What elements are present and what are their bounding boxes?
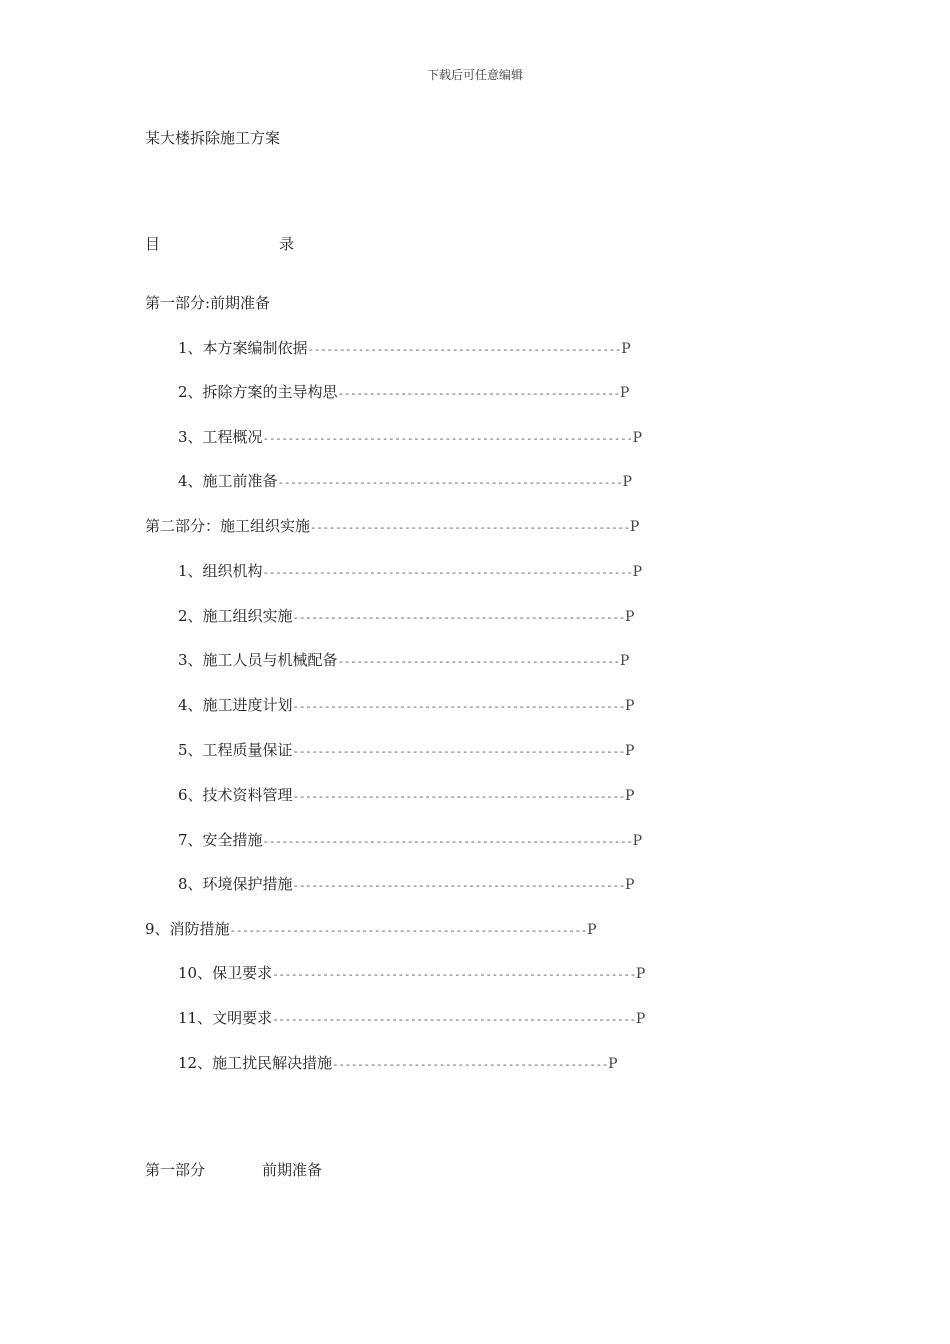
toc-leader: ----------------------------------------------------- xyxy=(292,700,625,713)
toc-entry-2-12[interactable] xyxy=(178,1053,618,1073)
toc-leader: --------------------------------------------------- xyxy=(310,521,630,534)
toc-page: P xyxy=(629,519,640,535)
toc-leader: ------------------------------------------------------- xyxy=(277,476,623,489)
header-note: 下载后可任意编辑 xyxy=(426,68,523,82)
toc-leader: ----------------------------------------------------------- xyxy=(262,432,633,445)
toc-page: P xyxy=(625,698,635,714)
toc-entry-text: 12、施工扰民解决措施 xyxy=(178,1054,333,1072)
toc-entry-text: 9、消防措施 xyxy=(145,920,230,938)
section-title-name: 前期准备 xyxy=(262,1161,323,1179)
toc-entry-text: 第一部分:前期准备 xyxy=(145,294,271,312)
toc-part-1[interactable] xyxy=(145,293,270,313)
toc-entry-text: 4、施工进度计划 xyxy=(178,696,293,714)
toc-entry-text: 5、工程质量保证 xyxy=(178,741,293,759)
toc-entry-text: 7、安全措施 xyxy=(178,831,263,849)
toc-entry-text: 第二部分：施工组织实施 xyxy=(145,517,311,535)
toc-leader: ----------------------------------------------------- xyxy=(292,611,625,624)
toc-entry-2-2[interactable] xyxy=(178,606,634,626)
toc-entry-text: 2、拆除方案的主导构思 xyxy=(178,383,338,401)
toc-entry-2-3[interactable] xyxy=(178,650,629,670)
toc-entry-2-1[interactable] xyxy=(178,561,642,581)
toc-entry-text: 1、本方案编制依据 xyxy=(178,339,308,357)
toc-page: P xyxy=(625,609,635,625)
toc-page: P xyxy=(632,833,643,849)
section-title-part: 第一部分 xyxy=(145,1161,206,1179)
toc-entry-2-11[interactable] xyxy=(178,1008,645,1028)
toc-page: P xyxy=(625,743,635,759)
toc-entry-text: 3、施工人员与机械配备 xyxy=(178,651,338,669)
toc-entry-text: 8、环境保护措施 xyxy=(178,875,293,893)
toc-leader: ----------------------------------------------------- xyxy=(292,879,625,892)
toc-page: P xyxy=(608,1056,618,1072)
toc-leader: --------------------------------------------------------- xyxy=(229,924,588,937)
toc-leader: --------------------------------------------- xyxy=(337,655,620,668)
toc-leader: -------------------------------------------------- xyxy=(307,343,622,356)
toc-leader: ---------------------------------------------------------- xyxy=(272,1013,636,1026)
toc-entry-1-2[interactable] xyxy=(178,382,629,402)
toc-entry-text: 2、施工组织实施 xyxy=(178,607,293,625)
toc-leader: --------------------------------------------- xyxy=(337,387,620,400)
toc-entry-text: 4、施工前准备 xyxy=(178,472,278,490)
toc-heading-char-1: 目 xyxy=(145,235,161,253)
toc-entry-2-7[interactable] xyxy=(178,830,642,850)
toc-entry-2-6[interactable] xyxy=(178,785,634,805)
toc-leader: ----------------------------------------------------------- xyxy=(262,566,633,579)
toc-entry-1-3[interactable] xyxy=(178,427,642,447)
toc-entry-text: 3、工程概况 xyxy=(178,428,263,446)
toc-leader: ----------------------------------------------------------- xyxy=(262,835,633,848)
toc-entry-text: 6、技术资料管理 xyxy=(178,786,293,804)
toc-page: P xyxy=(619,385,630,401)
document-title: 某大楼拆除施工方案 xyxy=(145,129,281,147)
toc-page: P xyxy=(632,564,643,580)
toc-page: P xyxy=(587,922,597,938)
toc-heading-char-2: 录 xyxy=(279,235,295,253)
toc-page: P xyxy=(621,341,631,357)
toc-part-2[interactable] xyxy=(145,516,639,536)
toc-page: P xyxy=(619,653,630,669)
toc-entry-1-1[interactable] xyxy=(178,338,631,358)
toc-page: P xyxy=(625,877,635,893)
toc-page: P xyxy=(635,1011,646,1027)
toc-entry-2-4[interactable] xyxy=(178,695,634,715)
toc-leader: ----------------------------------------------------- xyxy=(292,790,625,803)
toc-entry-text: 1、组织机构 xyxy=(178,562,263,580)
toc-entry-text: 11、文明要求 xyxy=(178,1009,273,1027)
toc-page: P xyxy=(625,788,635,804)
toc-entry-2-9[interactable] xyxy=(145,919,597,939)
toc-entry-2-10[interactable] xyxy=(178,963,645,983)
toc-leader: ----------------------------------------------------- xyxy=(292,745,625,758)
toc-leader: -------------------------------------------- xyxy=(332,1058,609,1071)
toc-entry-1-4[interactable] xyxy=(178,471,632,491)
toc-entry-2-8[interactable] xyxy=(178,874,634,894)
toc-page: P xyxy=(622,474,632,490)
toc-entry-2-5[interactable] xyxy=(178,740,634,760)
toc-page: P xyxy=(632,430,643,446)
toc-page: P xyxy=(635,966,646,982)
toc-leader: ---------------------------------------------------------- xyxy=(272,968,636,981)
toc-entry-text: 10、保卫要求 xyxy=(178,964,273,982)
